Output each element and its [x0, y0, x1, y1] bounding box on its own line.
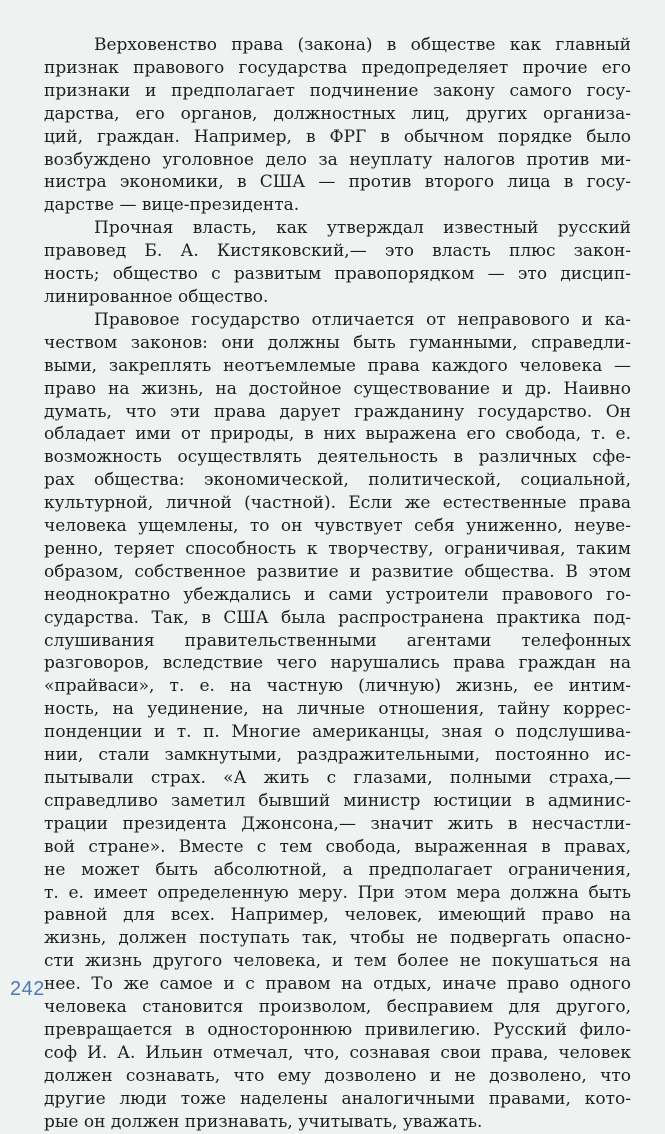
text-line: жизнь, должен поступать так, чтобы не подвергать опасно- — [44, 928, 631, 949]
text-line: «прайваси», т. е. на частную (личную) жизнь, ее интим- — [44, 676, 631, 697]
text-line: ность, на уединение, на личные отношения, тайну коррес- — [44, 699, 631, 720]
text-line: вой стране». Вместе с тем свобода, выраженная в правах, — [44, 836, 631, 857]
text-line: человека становится произволом, бесправием для другого, — [44, 997, 631, 1018]
text-line: ность; общество с развитым правопорядком — это дисцип- — [44, 264, 631, 285]
text-line: человека ущемлены, то он чувствует себя униженно, неуве- — [44, 516, 631, 537]
text-line: нии, стали замкнутыми, раздражительными, постоянно ис- — [44, 745, 631, 766]
text-line: дарстве — вице-президента. — [44, 195, 300, 216]
text-line: трации президента Джонсона,— значит жить в несчастли- — [44, 813, 631, 834]
text-line: т. е. имеет определенную меру. При этом мера должна быть — [44, 882, 631, 903]
page-number: 242 — [10, 978, 45, 1000]
text-line: должен сознавать, что ему дозволено и не дозволено, что — [44, 1065, 631, 1086]
text-line: чеством законов: они должны быть гуманными, справедли- — [44, 332, 631, 353]
text-line: Правовое государство отличается от неправового и ка- — [94, 309, 631, 330]
text-line: соф И. А. Ильин отмечал, что, сознавая свои права, человек — [44, 1042, 631, 1063]
text-line: ренно, теряет способность к творчеству, ограничивая, таким — [44, 538, 631, 559]
text-line: превращается в одностороннюю привилегию. Русский фило- — [44, 1019, 631, 1040]
text-line: дарства, его органов, должностных лиц, других организа- — [44, 103, 631, 124]
text-line: сти жизнь другого человека, и тем более не покушаться на — [44, 951, 631, 972]
text-line: разговоров, вследствие чего нарушались права граждан на — [44, 653, 631, 674]
text-line: пытывали страх. «А жить с глазами, полными страха,— — [44, 768, 631, 788]
paragraph-strong-power — [44, 217, 631, 309]
text-line: выми, закреплять неотъемлемые права каждого человека — — [44, 355, 631, 376]
paragraph-legal-state — [44, 309, 631, 1134]
text-line: признак правового государства предопределяет прочие его — [44, 57, 631, 78]
text-line: обладает ими от природы, в них выражена его свобода, т. е. — [44, 424, 631, 445]
text-line: рах общества: экономической, политической, социальной, — [44, 470, 631, 491]
text-line: равной для всех. Например, человек, имеющий право на — [44, 905, 631, 926]
text-line: рые он должен признавать, учитывать, уважать. — [44, 1111, 483, 1132]
text-line: линированное общество. — [44, 286, 269, 307]
text-line: нистра экономики, в США — против второго лица в госу- — [44, 172, 631, 193]
text-line: возможность осуществлять деятельность в различных сфе- — [44, 447, 631, 468]
text-line: понденции и т. п. Многие американцы, зная о подслушива- — [44, 722, 631, 743]
text-line: нее. То же самое и с правом на отдых, иначе право одного — [44, 974, 631, 995]
text-line: правовед Б. А. Кистяковский,— это власть плюс закон- — [44, 241, 631, 262]
text-line: ций, граждан. Например, в ФРГ в обычном порядке было — [44, 126, 631, 147]
text-line: справедливо заметил бывший министр юстиции в админис- — [44, 790, 631, 811]
paragraph-rule-of-law — [44, 34, 631, 217]
text-line: признаки и предполагает подчинение закону самого госу- — [44, 80, 631, 101]
text-line: неоднократно убеждались и сами устроители правового го- — [44, 584, 631, 605]
text-line: не может быть абсолютной, а предполагает ограничения, — [44, 859, 631, 880]
text-line: возбуждено уголовное дело за неуплату налогов против ми- — [44, 149, 631, 170]
text-line: другие люди тоже наделены аналогичными правами, кото- — [44, 1088, 631, 1109]
text-line: культурной, личной (частной). Если же естественные права — [44, 493, 631, 514]
text-line: Верховенство права (закона) в обществе как главный — [94, 35, 631, 55]
text-line: думать, что эти права дарует гражданину государство. Он — [44, 401, 631, 422]
text-line: слушивания правительственными агентами телефонных — [44, 630, 631, 651]
text-line: право на жизнь, на достойное существование и др. Наивно — [44, 378, 631, 399]
text-line: образом, собственное развитие и развитие общества. В этом — [44, 561, 631, 582]
text-line: Прочная власть, как утверждал известный русский — [94, 218, 631, 239]
text-line: сударства. Так, в США была распространена практика под- — [44, 607, 631, 628]
page-text — [44, 34, 631, 1134]
